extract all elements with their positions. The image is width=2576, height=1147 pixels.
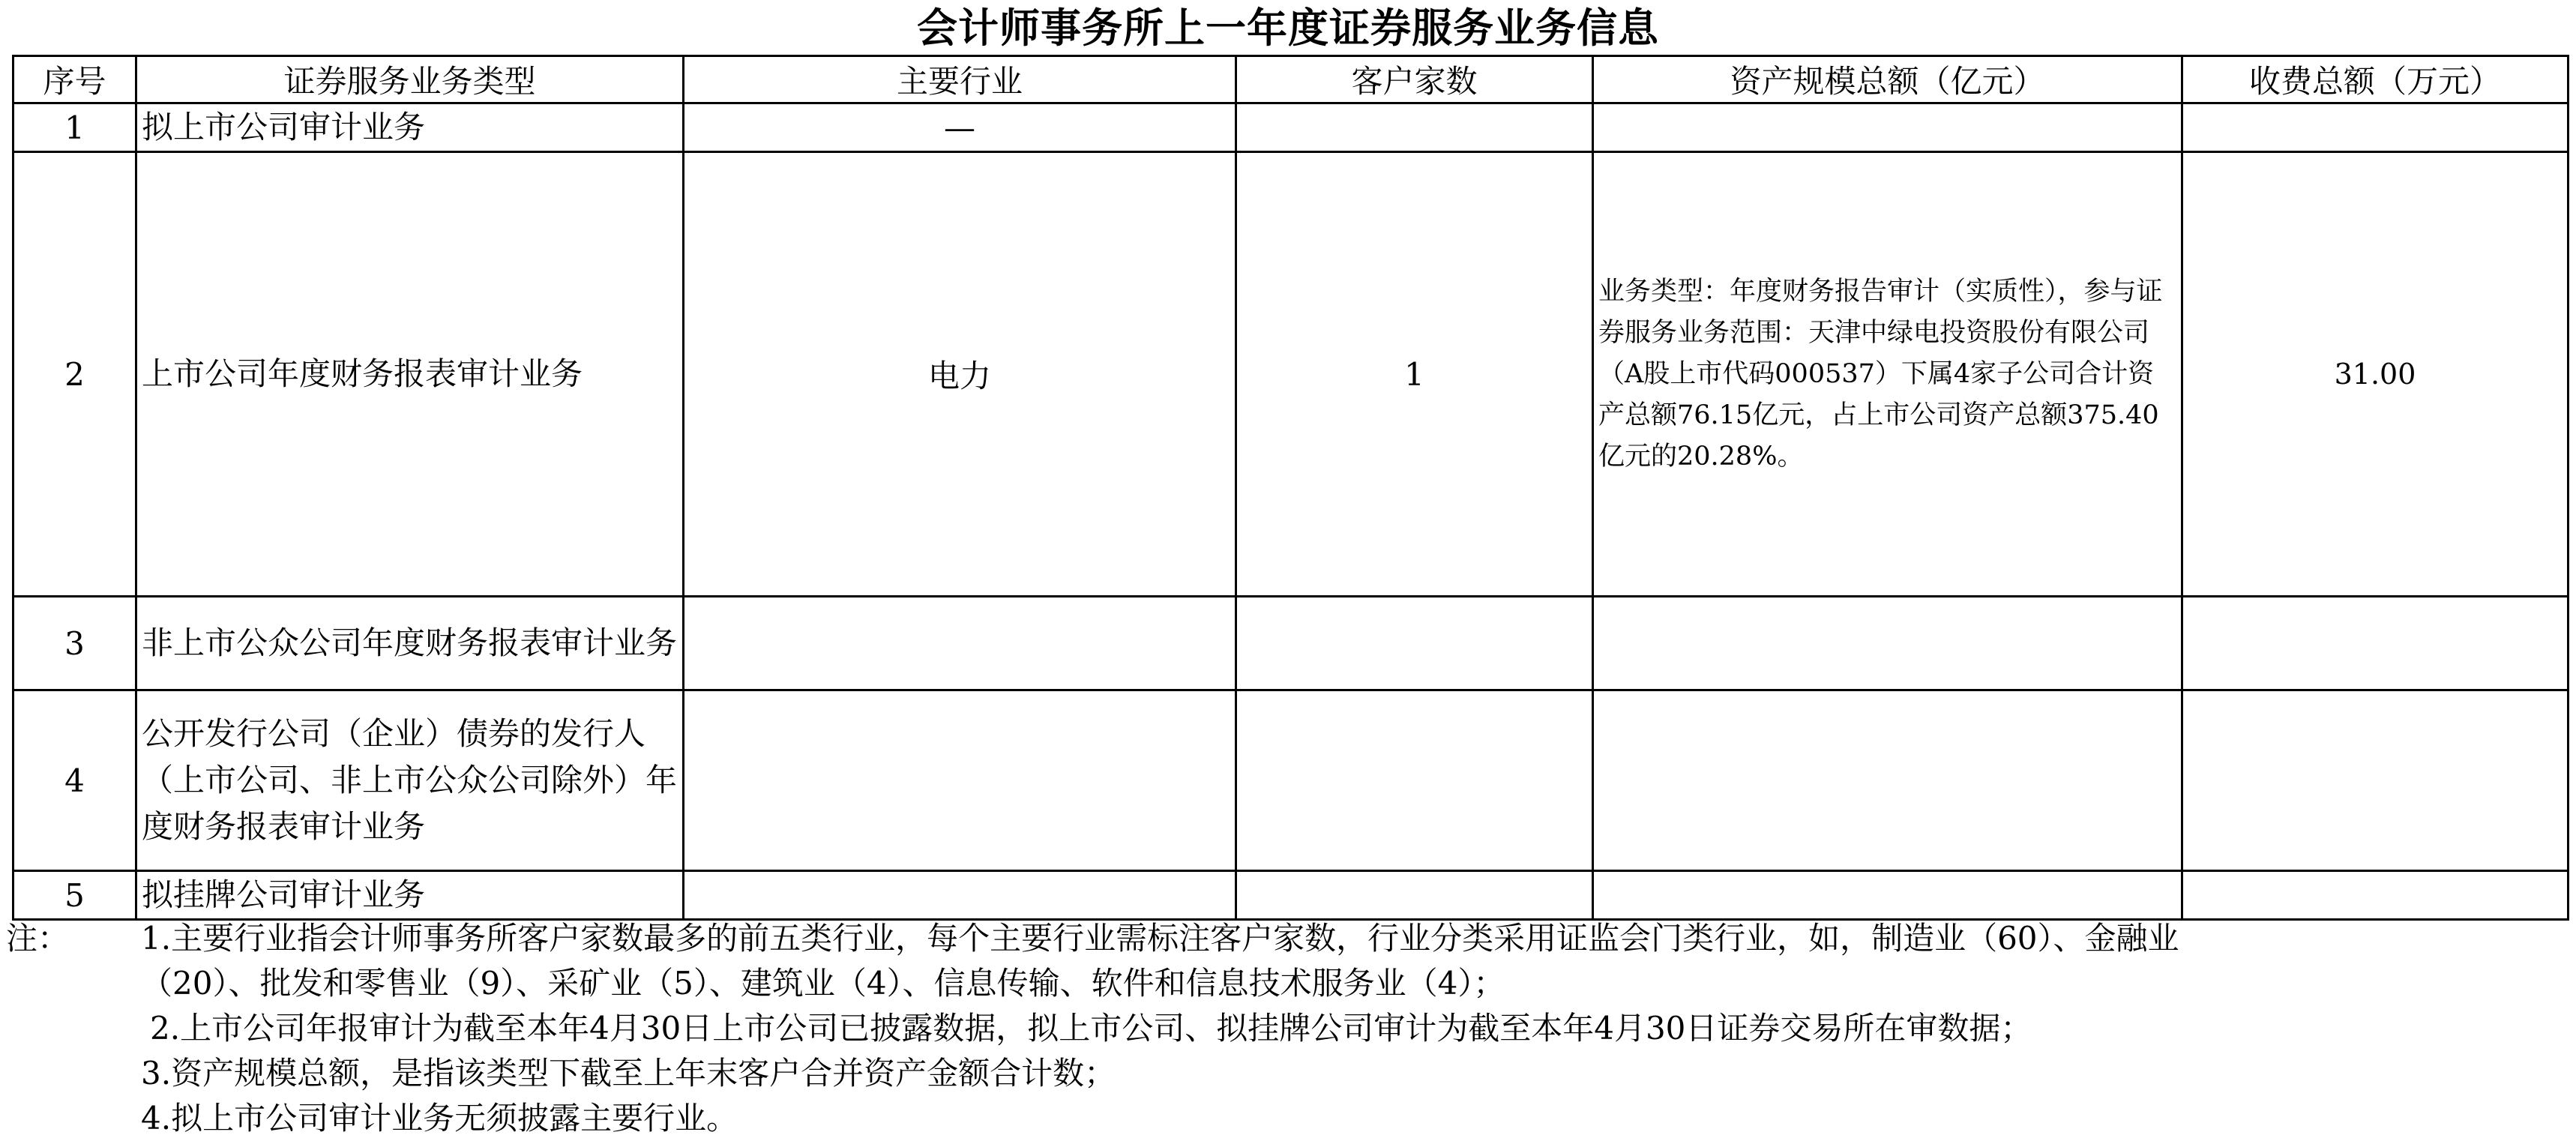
cell-total-assets bbox=[1593, 871, 2182, 920]
header-main-industry: 主要行业 bbox=[684, 56, 1236, 103]
cell-main-industry bbox=[684, 871, 1236, 920]
cell-total-assets bbox=[1593, 690, 2182, 871]
cell-no: 5 bbox=[13, 871, 136, 920]
cell-main-industry bbox=[684, 690, 1236, 871]
cell-no: 3 bbox=[13, 597, 136, 690]
table-row bbox=[13, 871, 2569, 920]
cell-no: 2 bbox=[13, 152, 136, 597]
cell-total-assets: 业务类型：年度财务报告审计（实质性），参与证券服务业务范围：天津中绿电投资股份有限公司（A股上市代码000537）下属4家子公司合计资产总额76.15亿元，占上市公司资产总额375.40亿元的20.28%。 bbox=[1593, 152, 2182, 597]
securities-service-table bbox=[12, 55, 2569, 921]
note-1-text: 1.主要行业指会计师事务所客户家数最多的前五类行业，每个主要行业需标注客户家数，行业分类采用证监会门类行业，如，制造业（60）、金融业 bbox=[141, 920, 2179, 957]
table-row bbox=[13, 690, 2569, 871]
cell-total-fees bbox=[2182, 103, 2569, 152]
header-total-fees: 收费总额（万元） bbox=[2182, 56, 2569, 103]
cell-no: 1 bbox=[13, 103, 136, 152]
note-1-line-1 bbox=[6, 916, 2557, 961]
header-client-count: 客户家数 bbox=[1236, 56, 1593, 103]
cell-service-type: 公开发行公司（企业）债券的发行人（上市公司、非上市公众公司除外）年度财务报表审计业务 bbox=[136, 690, 684, 871]
header-total-assets: 资产规模总额（亿元） bbox=[1593, 56, 2182, 103]
table-row bbox=[13, 597, 2569, 690]
cell-total-fees bbox=[2182, 871, 2569, 920]
document-title: 会计师事务所上一年度证券服务业务信息 bbox=[917, 4, 1659, 52]
cell-total-assets bbox=[1593, 597, 2182, 690]
cell-main-industry: 电力 bbox=[684, 152, 1236, 597]
note-2: 2.上市公司年报审计为截至本年4月30日上市公司已披露数据，拟上市公司、拟挂牌公司审计为截至本年4月30日证券交易所在审数据； bbox=[150, 1010, 2032, 1047]
note-1-line-2: （20）、批发和零售业（9）、采矿业（5）、建筑业（4）、信息传输、软件和信息技术服务业（4）； bbox=[141, 965, 1505, 1002]
cell-service-type: 非上市公众公司年度财务报表审计业务 bbox=[136, 597, 684, 690]
cell-client-count bbox=[1236, 103, 1593, 152]
header-service-type: 证券服务业务类型 bbox=[136, 56, 684, 103]
cell-service-type: 拟上市公司审计业务 bbox=[136, 103, 684, 152]
cell-client-count: 1 bbox=[1236, 152, 1593, 597]
cell-no: 4 bbox=[13, 690, 136, 871]
notes-section bbox=[6, 916, 2557, 1141]
header-no: 序号 bbox=[13, 56, 136, 103]
cell-client-count bbox=[1236, 871, 1593, 920]
cell-total-fees bbox=[2182, 690, 2569, 871]
cell-main-industry: — bbox=[684, 103, 1236, 152]
cell-total-fees: 31.00 bbox=[2182, 152, 2569, 597]
cell-client-count bbox=[1236, 597, 1593, 690]
table-header-row bbox=[13, 56, 2569, 103]
table-row bbox=[13, 103, 2569, 152]
cell-main-industry bbox=[684, 597, 1236, 690]
notes-label: 注： bbox=[6, 920, 70, 957]
cell-total-assets bbox=[1593, 103, 2182, 152]
note-3: 3.资产规模总额，是指该类型下截至上年末客户合并资产金额合计数； bbox=[141, 1055, 1116, 1092]
cell-total-fees bbox=[2182, 597, 2569, 690]
note-4: 4.拟上市公司审计业务无须披露主要行业。 bbox=[141, 1100, 738, 1137]
cell-service-type: 上市公司年度财务报表审计业务 bbox=[136, 152, 684, 597]
cell-service-type: 拟挂牌公司审计业务 bbox=[136, 871, 684, 920]
table-row bbox=[13, 152, 2569, 597]
cell-client-count bbox=[1236, 690, 1593, 871]
